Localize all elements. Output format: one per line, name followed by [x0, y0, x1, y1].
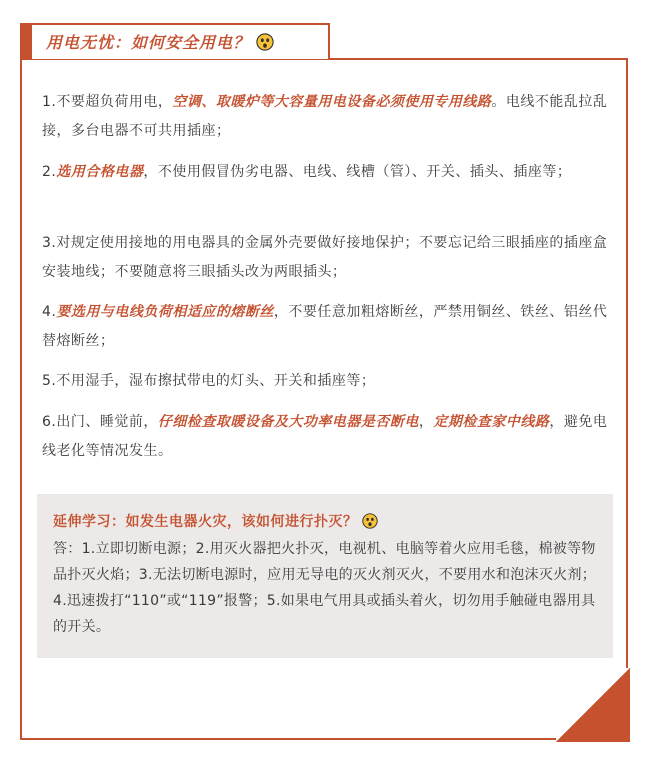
extension-title-text: 延伸学习：如发生电器火灾，该如何进行扑灭？	[53, 514, 358, 530]
tip-6-highlight-a: 仔细检查取暖设备及大功率电器是否断电	[157, 414, 419, 430]
tip-item-1	[42, 88, 610, 146]
tip-6-text-a: 6.出门、睡觉前，	[42, 414, 158, 430]
tip-item-6	[42, 408, 610, 466]
tip-item-5	[42, 367, 610, 396]
tip-item-4	[42, 298, 610, 356]
tip-6-highlight-b: 定期检查家中线路	[433, 414, 550, 430]
tip-2-highlight: 选用合格电器	[56, 164, 144, 180]
astonished-face-icon	[362, 513, 378, 529]
tip-5-text: 5.不用湿手，湿布擦拭带电的灯头、开关和插座等；	[42, 373, 376, 389]
tip-item-3	[42, 229, 610, 287]
extension-title	[53, 511, 378, 531]
tip-2-text-b: ，不使用假冒伪劣电器、电线、线槽（管）、开关、插头、插座等；	[143, 164, 572, 180]
tip-1-highlight: 空调、取暖炉等大容量用电设备必须使用专用线路	[172, 94, 492, 110]
title-accent-bar	[20, 23, 32, 59]
tip-item-2	[42, 158, 610, 187]
extension-panel	[37, 494, 613, 658]
tip-4-highlight: 要选用与电线负荷相适应的熔断丝	[56, 304, 274, 320]
page-corner-fold	[556, 668, 630, 742]
page-title	[46, 30, 274, 53]
astonished-face-icon	[256, 33, 274, 51]
tip-4-text-b: ，不要任意加粗熔断丝，严禁用铜丝、铁丝、铝丝代替熔断丝；	[42, 304, 608, 349]
tip-4-text-a: 4.	[42, 304, 57, 320]
tip-3-text: 3.对规定使用接地的用电器具的金属外壳要做好接地保护；不要忘记给三眼插座的插座盒安装地线；不要随意将三眼插头改为两眼插头；	[42, 235, 608, 280]
tip-2-text-a: 2.	[42, 164, 57, 180]
tip-6-text-c: ，避免电线老化等情况发生。	[42, 414, 608, 459]
tip-1-text-a: 1.不要超负荷用电，	[42, 94, 173, 110]
tip-1-text-b: 。电线不能乱拉乱接，多台电器不可共用插座；	[42, 94, 608, 139]
tip-6-text-b: ，	[418, 414, 434, 430]
extension-answer: 答：1.立即切断电源；2.用灭火器把火扑灭，电视机、电脑等着火应用毛毯，棉被等物品扑灭火焰；3.无法切断电源时，应用无导电的灭火剂灭火，不要用水和泡沫灭火剂；4.迅速拨打“110”或“119”报警；5.如果电气用具或插头着火，切勿用手触碰电器用具的开关。	[53, 541, 597, 635]
page-title-text: 用电无忧：如何安全用电？	[46, 33, 251, 52]
